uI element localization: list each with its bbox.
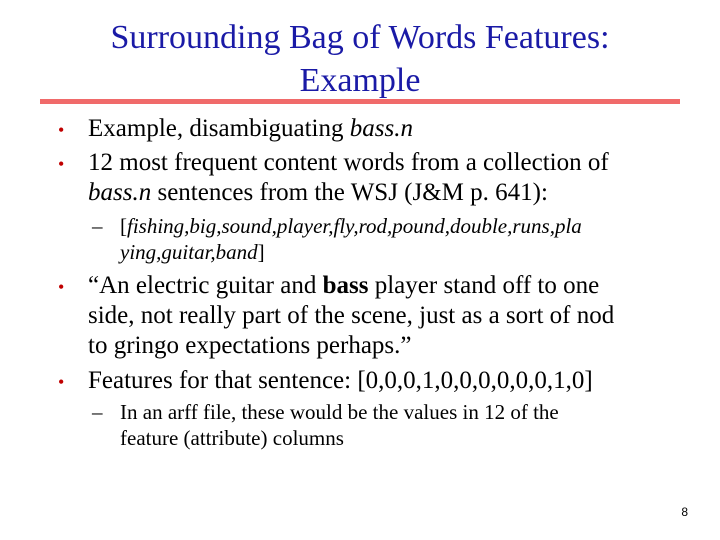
bullet-text: 12 most frequent content words from a collection of: [88, 149, 609, 176]
dash-glyph: –: [92, 400, 103, 424]
bullet-text: “An electric guitar and: [88, 272, 323, 299]
sub-bullet-text: feature (attribute) columns: [120, 426, 344, 450]
bullet-text: to gringo expectations perhaps.”: [88, 332, 412, 359]
bullet-glyph: •: [58, 154, 65, 174]
bullet-text: sentences from the WSJ (J&M p. 641):: [151, 179, 548, 206]
bullet-item: [88, 366, 688, 396]
sub-bullet-text: ]: [257, 240, 265, 264]
bullet-marker: [58, 271, 64, 302]
sub-bullet-italic: ying,guitar,band: [120, 240, 258, 264]
sub-bullet-marker: [92, 399, 103, 425]
bullet-text: player stand off to one: [368, 272, 600, 299]
sub-bullet-item: [120, 399, 680, 451]
title-divider: [40, 99, 680, 104]
sub-bullet-italic: fishing,big,sound,player,fly,rod,pound,double,runs,pla: [127, 214, 582, 238]
bullet-item: [88, 114, 688, 144]
title-line-1: Surrounding Bag of Words Features:: [110, 19, 610, 56]
bullet-glyph: •: [58, 120, 65, 140]
sub-bullet-text: [: [120, 214, 127, 238]
bullet-bold: bass: [322, 272, 369, 299]
bullet-marker: [58, 366, 64, 397]
bullet-text: Example, disambiguating: [88, 115, 350, 142]
sub-bullet-text: In an arff file, these would be the values in 12 of the: [120, 400, 559, 424]
bullet-italic: bass.n: [88, 179, 152, 206]
slide-title: [40, 16, 680, 102]
bullet-marker: [58, 148, 64, 179]
bullet-glyph: •: [58, 277, 65, 297]
bullet-marker: [58, 114, 64, 145]
bullet-glyph: •: [58, 372, 65, 392]
bullet-italic: bass.n: [349, 115, 413, 142]
sub-bullet-marker: [92, 213, 103, 239]
dash-glyph: –: [92, 214, 103, 238]
title-line-2: Example: [299, 62, 421, 99]
page-number: 8: [681, 505, 688, 519]
bullet-item: [88, 148, 688, 208]
bullet-item: [88, 271, 688, 361]
bullet-text: Features for that sentence: [0,0,0,1,0,0,0,0,0,0,1,0]: [88, 367, 593, 394]
bullet-text: side, not really part of the scene, just as a sort of nod: [88, 302, 615, 329]
sub-bullet-item: [120, 213, 680, 265]
